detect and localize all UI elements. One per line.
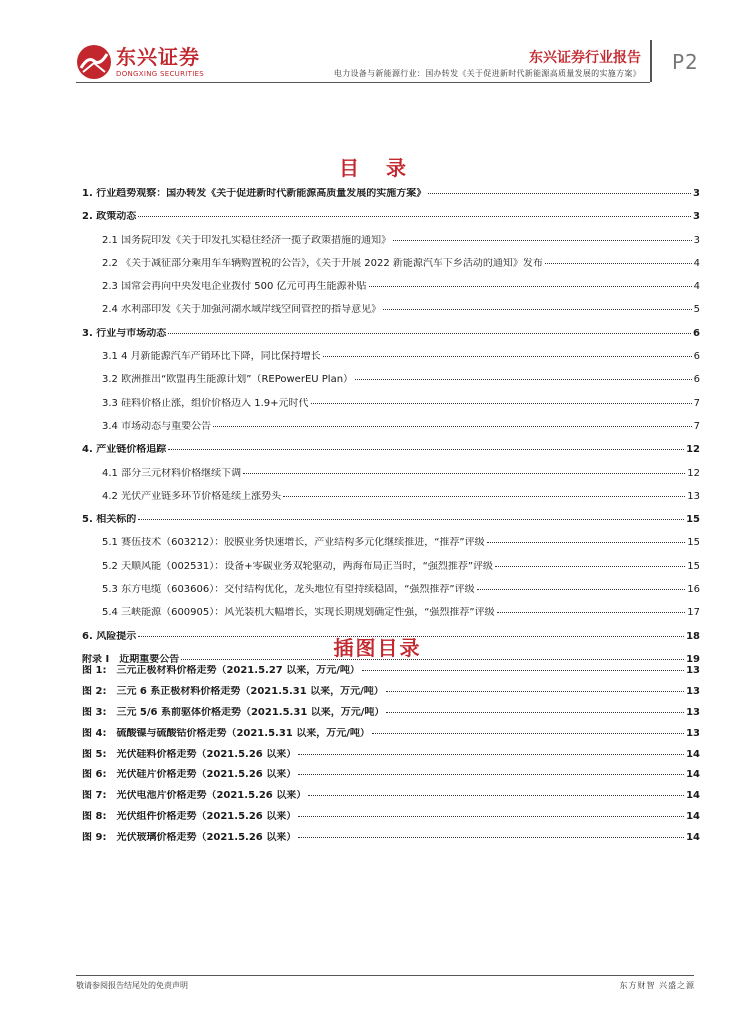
dot-leader bbox=[372, 733, 684, 734]
dot-leader bbox=[369, 286, 692, 287]
dot-leader bbox=[495, 566, 685, 567]
dot-leader bbox=[393, 240, 692, 241]
header-divider bbox=[76, 82, 650, 83]
toc-entry[interactable] bbox=[82, 537, 700, 560]
toc-entry-page: 7 bbox=[693, 397, 700, 409]
toc-entry-label: 5.3 东方电缆（603606）：交付结构优化，龙头地位有望持续稳固，“强烈推荐”评级 bbox=[102, 584, 475, 596]
toc-entry[interactable] bbox=[82, 258, 700, 281]
toc-entry[interactable] bbox=[82, 188, 700, 211]
figure-entry-label: 图 2: 三元 6 系正极材料价格走势（2021.5.31 以来，万元/吨） bbox=[82, 685, 384, 697]
table-of-contents bbox=[82, 188, 700, 677]
toc-entry[interactable] bbox=[82, 444, 700, 467]
dot-leader bbox=[323, 356, 692, 357]
dot-leader bbox=[298, 774, 684, 775]
dot-leader bbox=[243, 473, 685, 474]
toc-entry-label: 2. 政策动态 bbox=[82, 211, 137, 223]
dot-leader bbox=[168, 333, 691, 334]
figure-entry[interactable] bbox=[82, 665, 700, 686]
dot-leader bbox=[362, 670, 684, 671]
dot-leader bbox=[386, 712, 684, 713]
dot-leader bbox=[138, 519, 684, 520]
figure-entry-page: 13 bbox=[686, 706, 700, 718]
figure-entry-page: 14 bbox=[686, 790, 700, 802]
report-title: 东兴证券行业报告 bbox=[529, 50, 641, 66]
toc-entry-label: 6. 风险提示 bbox=[82, 630, 137, 642]
dot-leader bbox=[308, 795, 684, 796]
toc-entry-page: 12 bbox=[687, 467, 700, 479]
toc-entry[interactable] bbox=[82, 421, 700, 444]
figure-entry[interactable] bbox=[82, 749, 700, 770]
dot-leader bbox=[545, 263, 692, 264]
dot-leader bbox=[497, 612, 686, 613]
figure-entry-page: 13 bbox=[686, 727, 700, 739]
toc-entry-page: 15 bbox=[686, 514, 700, 526]
toc-entry-page: 4 bbox=[693, 281, 700, 293]
toc-entry-label: 附录 I 近期重要公告 bbox=[82, 653, 180, 665]
figure-entry-label: 图 3: 三元 5/6 系前驱体价格走势（2021.5.31 以来，万元/吨） bbox=[82, 706, 385, 718]
toc-entry-page: 7 bbox=[693, 420, 700, 432]
figure-entry-page: 14 bbox=[686, 832, 700, 844]
page-number: P2 bbox=[672, 50, 699, 74]
dot-leader bbox=[487, 542, 686, 543]
figure-entry-page: 13 bbox=[686, 665, 700, 676]
figure-entry[interactable] bbox=[82, 769, 700, 790]
figure-entry-label: 图 4: 硫酸镍与硫酸钴价格走势（2021.5.31 以来，万元/吨） bbox=[82, 727, 370, 739]
toc-entry-page: 16 bbox=[687, 584, 700, 596]
toc-entry-page: 4 bbox=[693, 257, 700, 269]
figure-entry-page: 14 bbox=[686, 769, 700, 781]
toc-entry[interactable] bbox=[82, 281, 700, 304]
figure-entry-page: 13 bbox=[686, 685, 700, 697]
dot-leader bbox=[168, 449, 684, 450]
toc-entry[interactable] bbox=[82, 398, 700, 421]
toc-entry-page: 15 bbox=[687, 560, 700, 572]
footer-disclaimer: 敬请参阅报告结尾处的免责声明 bbox=[76, 981, 188, 990]
page-header bbox=[0, 0, 755, 100]
toc-entry[interactable] bbox=[82, 561, 700, 584]
figure-entry[interactable] bbox=[82, 790, 700, 811]
toc-entry-label: 4.2 光伏产业链多环节价格延续上涨势头 bbox=[102, 490, 282, 502]
toc-entry-page: 15 bbox=[687, 537, 700, 549]
figure-entry[interactable] bbox=[82, 728, 700, 749]
dot-leader bbox=[283, 496, 685, 497]
figure-entry-label: 图 8: 光伏组件价格走势（2021.5.26 以来） bbox=[82, 811, 297, 823]
company-logo bbox=[76, 44, 216, 84]
toc-entry-page: 3 bbox=[693, 234, 700, 246]
toc-entry-page: 12 bbox=[686, 444, 700, 456]
dot-leader bbox=[213, 426, 692, 427]
toc-entry-page: 6 bbox=[693, 374, 700, 386]
figure-entry-page: 14 bbox=[686, 748, 700, 760]
toc-entry-page: 13 bbox=[687, 490, 700, 502]
toc-entry[interactable] bbox=[82, 491, 700, 514]
dot-leader bbox=[355, 379, 692, 380]
header-subtitle: 电力设备与新能源行业：国办转发《关于促进新时代新能源高质量发展的实施方案》 bbox=[333, 69, 641, 78]
toc-entry-label: 5.1 赛伍技术（603212）：胶膜业务快速增长，产业结构多元化继续推进，“推荐”评级 bbox=[102, 537, 485, 549]
dot-leader bbox=[298, 816, 684, 817]
toc-entry[interactable] bbox=[82, 607, 700, 630]
toc-entry[interactable] bbox=[82, 584, 700, 607]
figure-entry-label: 图 6: 光伏硅片价格走势（2021.5.26 以来） bbox=[82, 769, 297, 781]
toc-entry-label: 4.1 部分三元材料价格继续下调 bbox=[102, 467, 242, 479]
figure-entry[interactable] bbox=[82, 707, 700, 728]
logo-cn: 东兴证券 bbox=[116, 45, 200, 69]
toc-entry-page: 18 bbox=[686, 630, 700, 642]
toc-entry-label: 5.2 天顺风能（002531）：设备+零碳业务双轮驱动，两海布局正当时，“强烈推荐”评级 bbox=[102, 560, 493, 572]
toc-entry-label: 2.3 国常会再向中央发电企业拨付 500 亿元可再生能源补贴 bbox=[102, 281, 367, 293]
figure-entry[interactable] bbox=[82, 686, 700, 707]
toc-entry-page: 3 bbox=[693, 188, 700, 199]
toc-entry-page: 6 bbox=[693, 351, 700, 363]
toc-entry-page: 19 bbox=[686, 653, 700, 665]
footer-divider bbox=[76, 975, 694, 976]
toc-entry-label: 3. 行业与市场动态 bbox=[82, 327, 167, 339]
toc-entry[interactable] bbox=[82, 235, 700, 258]
toc-entry-label: 1. 行业趋势观察：国办转发《关于促进新时代新能源高质量发展的实施方案》 bbox=[82, 188, 427, 199]
figure-list bbox=[82, 665, 700, 853]
toc-entry-label: 2.4 水利部印发《关于加强河湖水域岸线空间管控的指导意见》 bbox=[102, 304, 382, 316]
toc-entry-label: 5.4 三峡能源（600905）：风光装机大幅增长，实现长期规划确定性强，“强烈推荐”评级 bbox=[102, 607, 495, 619]
footer-slogan: 东方财智 兴盛之源 bbox=[619, 981, 695, 990]
toc-entry-page: 3 bbox=[693, 211, 700, 223]
dot-leader bbox=[298, 837, 684, 838]
dot-leader bbox=[383, 309, 692, 310]
figure-list-title: 插图目录 bbox=[333, 636, 422, 660]
toc-entry-page: 6 bbox=[693, 327, 700, 339]
toc-entry-label: 3.4 市场动态与重要公告 bbox=[102, 420, 212, 432]
dot-leader bbox=[428, 193, 691, 194]
toc-entry-label: 3.2 欧洲推出“欧盟再生能源计划”（REPowerEU Plan） bbox=[102, 374, 354, 386]
toc-entry[interactable] bbox=[82, 351, 700, 374]
figure-entry[interactable] bbox=[82, 811, 700, 832]
toc-entry-label: 3.3 硅料价格止涨，组价价格迈入 1.9+元时代 bbox=[102, 397, 309, 409]
toc-entry-label: 5. 相关标的 bbox=[82, 514, 137, 526]
dot-leader bbox=[138, 216, 691, 217]
figure-entry-label: 图 1: 三元正极材料价格走势（2021.5.27 以来，万元/吨） bbox=[82, 665, 360, 676]
toc-entry[interactable] bbox=[82, 514, 700, 537]
dot-leader bbox=[311, 403, 692, 404]
toc-entry-label: 2.2 《关于减征部分乘用车车辆购置税的公告》，《关于开展 2022 新能源汽车下乡活动的通知》发布 bbox=[102, 257, 543, 269]
toc-entry[interactable] bbox=[82, 211, 700, 234]
figure-entry-label: 图 7: 光伏电池片价格走势（2021.5.26 以来） bbox=[82, 790, 307, 802]
dot-leader bbox=[298, 754, 684, 755]
header-vertical-divider bbox=[650, 40, 652, 82]
toc-entry-page: 5 bbox=[693, 304, 700, 316]
logo-en: DONGXING SECURITIES bbox=[116, 70, 205, 78]
toc-entry-label: 4. 产业链价格追踪 bbox=[82, 444, 167, 456]
toc-entry-page: 17 bbox=[687, 607, 700, 619]
figure-entry-label: 图 5: 光伏硅料价格走势（2021.5.26 以来） bbox=[82, 748, 297, 760]
dot-leader bbox=[477, 589, 686, 590]
figure-entry[interactable] bbox=[82, 832, 700, 853]
toc-entry[interactable] bbox=[82, 328, 700, 351]
toc-entry-label: 2.1 国务院印发《关于印发扎实稳住经济一揽子政策措施的通知》 bbox=[102, 234, 392, 246]
figure-entry-label: 图 9: 光伏玻璃价格走势（2021.5.26 以来） bbox=[82, 832, 297, 844]
toc-entry[interactable] bbox=[82, 304, 700, 327]
dot-leader bbox=[386, 691, 684, 692]
toc-entry[interactable] bbox=[82, 468, 700, 491]
toc-entry[interactable] bbox=[82, 374, 700, 397]
logo-mark-icon bbox=[76, 44, 112, 80]
figure-entry-page: 14 bbox=[686, 811, 700, 823]
toc-title: 目 录 bbox=[339, 156, 416, 180]
toc-entry-label: 3.1 4 月新能源汽车产销环比下降，同比保持增长 bbox=[102, 351, 321, 363]
